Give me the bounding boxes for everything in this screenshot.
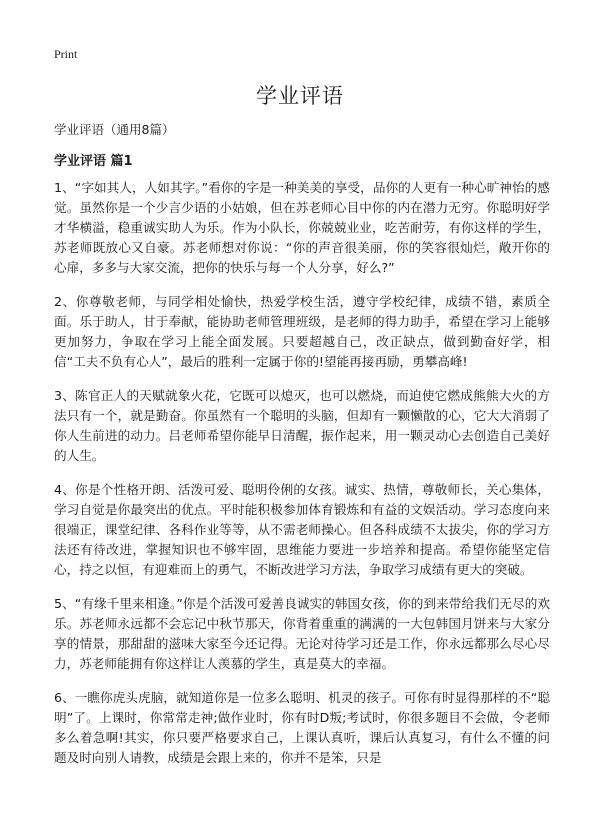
paragraph-5: 5、“有缘千里来相逢。”你是个活泼可爱善良诚实的韩国女孩，你的到来带给我们无尽的欢乐。苏老师永远都不会忘记中秋节那天，你背着重重的满满的一大包韩国月饼来与大家分享的情景，那甜甜的滋味大家至今还记得。无论对待学习还是工作，你永远都那么尽心尽力，苏老师能拥有你这样让人羡慕的学生，真是莫大的幸福。 <box>54 596 550 671</box>
paragraph-3: 3、陈官正人的天赋就象火花，它既可以熄灭，也可以燃烧，而迫使它燃成熊熊大火的方法只有一个，就是勤奋。你虽然有一个聪明的头脑，但却有一颗懒散的心，它大大消弱了你人生前进的动力。吕老师希望你能早日清醒，振作起来，用一颗灵动心去创造自己美好的人生。 <box>54 388 550 463</box>
print-link[interactable]: Print <box>54 47 78 61</box>
paragraph-1: 1、“字如其人，人如其字。”看你的字是一种美美的享受，品你的人更有一种心旷神怡的感觉。虽然你是一个少言少语的小姑娘，但在苏老师心目中你的内在潜力无穷。你聪明好学才华横溢，稳重诚实助人为乐。作为小队长，你兢兢业业，吃苦耐劳，有你这样的学生，苏老师既放心又自豪。苏老师想对你说：“你的声音很美丽，你的笑容很灿烂，敞开你的心扉，多多与大家交流，把你的快乐与每一个人分享，好么?” <box>54 180 550 275</box>
section-heading: 学业评语 篇1 <box>54 154 133 169</box>
page-title: 学业评语 <box>256 84 344 108</box>
paragraph-6: 6、一瞧你虎头虎脑，就知道你是一位多么聪明、机灵的孩子。可你有时显得那样的不“聪明”了。上课时，你常常走神;做作业时，你有时D叛;考试时，你很多题目不会做，令老师多么着急啊!其实，你只要严格要求自己，上课认真听，课后认真复习，有什么不懂的问题及时向别人请教，成绩是会跟上来的，你并不是笨，只是 <box>54 690 550 765</box>
document-body <box>54 178 550 782</box>
document-subtitle: 学业评语（通用8篇） <box>54 122 175 137</box>
paragraph-2: 2、你尊敬老师，与同学相处愉快，热爱学校生活，遵守学校纪律，成绩不错，素质全面。乐于助人，甘于奉献，能协助老师管理班级，是老师的得力助手，希望在学习上能够更加努力，争取在学习上能全面发展。只要超越自己，改正缺点，做到勤奋好学，相信“工夫不负有心人”，最后的胜利一定属于你的!望能再接再励，勇攀高峰! <box>54 294 550 369</box>
paragraph-4: 4、你是个性格开朗、活泼可爱、聪明伶俐的女孩。诚实、热情，尊敬师长，关心集体，学习自觉是你最突出的优点。平时能积极参加体育锻炼和有益的文娱活动。学习态度向来很端正，课堂纪律、各科作业等等，从不需老师操心。但各科成绩不太拔尖，你的学习方法还有待改进，掌握知识也不够牢固，思维能力要进一步培养和提高。希望你能坚定信心，持之以恒，有迎难而上的勇气，不断改进学习方法，争取学习成绩有更大的突破。 <box>54 482 550 577</box>
